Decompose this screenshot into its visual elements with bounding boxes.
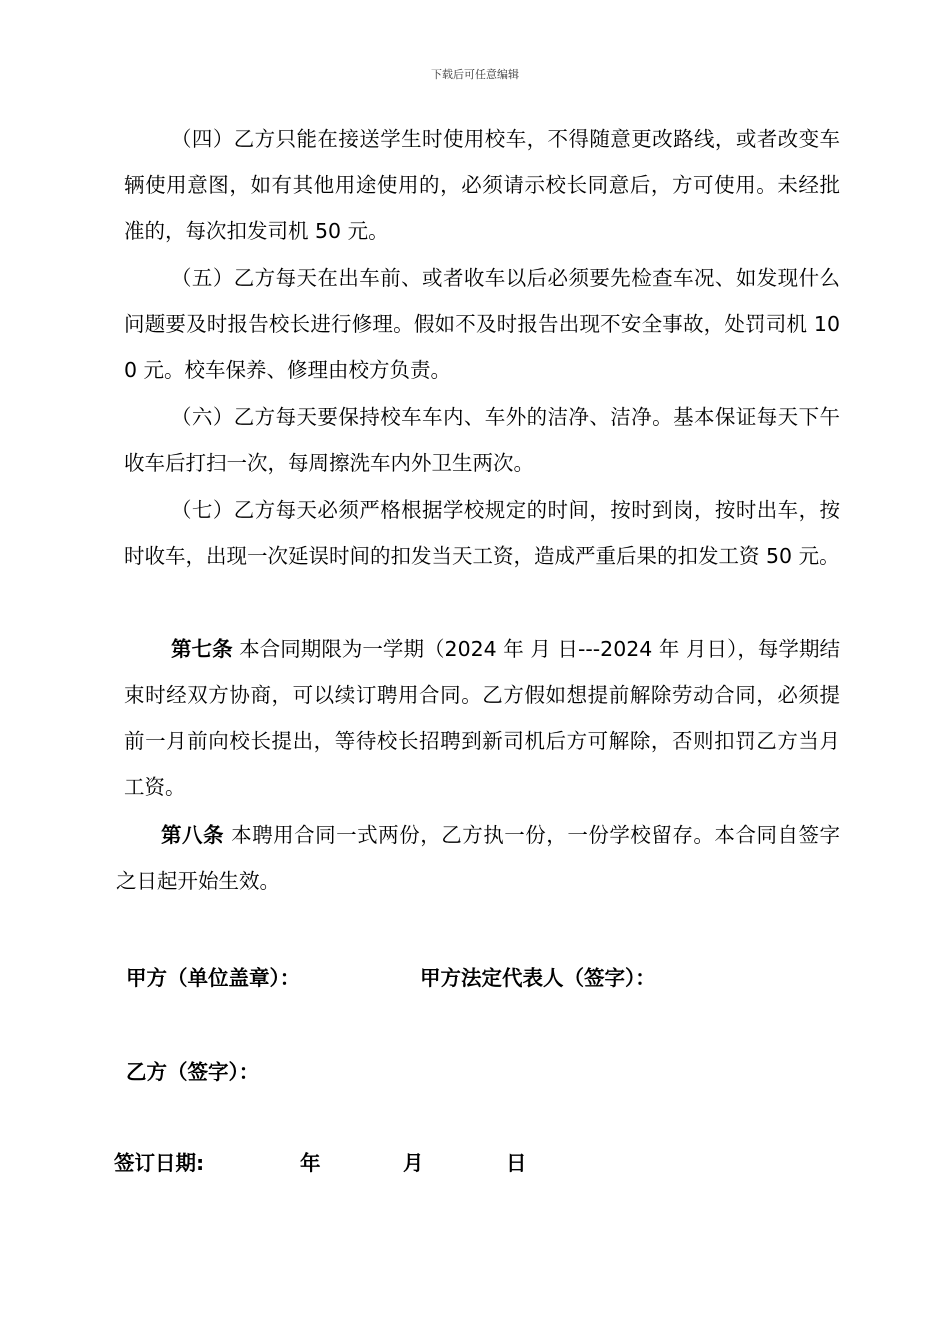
signing-date-label: 签订日期:: [114, 1151, 205, 1175]
clause-7: （七）乙方每天必须严格根据学校规定的时间，按时到岗，按时出车，按时收车，出现一次延误时间的扣发当天工资，造成严重后果的扣发工资 50 元。: [124, 498, 840, 568]
article-8-text: 本聘用合同一式两份，乙方执一份，一份学校留存。本合同自签字之日起开始生效。: [116, 823, 841, 893]
clause-6: （六）乙方每天要保持校车车内、车外的洁净、洁净。基本保证每天下午收车后打扫一次，每周擦洗车内外卫生两次。: [124, 405, 840, 475]
date-year: 年: [300, 1151, 321, 1175]
date-day: 日: [506, 1151, 527, 1175]
article-7-title: 第七条: [171, 637, 233, 661]
article-8-title: 第八条: [161, 823, 225, 847]
party-a-seal-label: 甲方（单位盖章）：: [126, 966, 301, 990]
clause-5: （五）乙方每天在出车前、或者收车以后必须要先检查车况、如发现什么问题要及时报告校长进行修理。假如不及时报告出现不安全事故，处罚司机 100 元。校车保养、修理由校方负责。: [124, 266, 840, 382]
party-a-representative-label: 甲方法定代表人（签字）：: [420, 966, 656, 990]
party-b-signature-label: 乙方（签字）：: [126, 1060, 260, 1084]
article-7: [124, 626, 840, 810]
clause-4: （四）乙方只能在接送学生时使用校车，不得随意更改路线，或者改变车辆使用意图，如有其他用途使用的，必须请示校长同意后，方可使用。未经批准的，每次扣发司机 50 元。: [124, 127, 840, 243]
article-8: [116, 812, 840, 904]
page-header: 下载后可任意编辑: [431, 68, 519, 81]
date-month: 月: [403, 1151, 424, 1175]
article-7-text: 本合同期限为一学期（2024 年 月 日---2024 年 月日），每学期结束时经双方协商，可以续订聘用合同。乙方假如想提前解除劳动合同，必须提前一月前向校长提出，等待校长招聘到新司机后方可解除，否则扣罚乙方当月工资。: [124, 637, 841, 799]
